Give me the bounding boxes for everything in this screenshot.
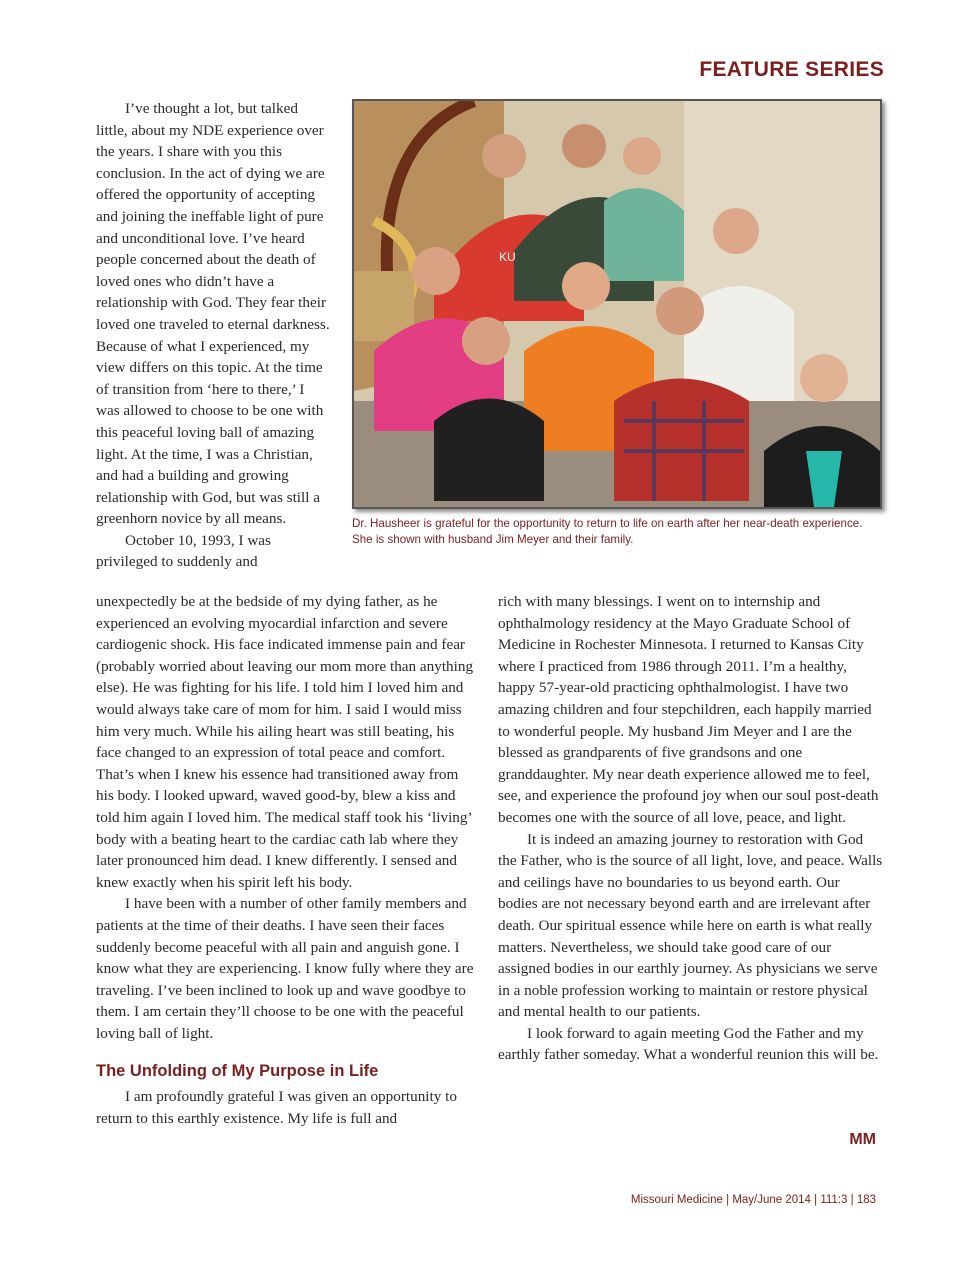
feature-series-label: FEATURE SERIES (699, 58, 884, 81)
paragraph-father-continued: unexpectedly be at the bedside of my dying father, as he experienced an evolving myocardial infarction and severe cardiogenic shock. His face indicated immense pain and fear (probably worried about leaving our mom more than anything else). He was fighting for his life. I told him I loved him and would always take care of mom for him. I said I would miss him very much. While his ailing heart was still beating, his face changed to an expression of total peace and comfort. That’s when I knew his essence had transitioned away from his body. I looked upward, waved good-by, blew a kiss and told him again I loved him. The medical staff took his ‘living’ body with a beating heart to the cardiac cath lab where they later pronounced him dead. I knew differently. I sensed and knew exactly when his spirit left his body. (96, 593, 474, 891)
paragraph-other-deaths: I have been with a number of other family members and patients at the time of their deaths. I have seen their faces suddenly become peaceful with all pain and anguish gone. I know what they are experiencing. I know fully where they are traveling. I’ve been inclined to look up and wave goodbye to them. I am certain they’ll choose to be one with the peaceful loving ball of light. (96, 895, 474, 1042)
footer-volume: 111:3 (820, 1194, 848, 1206)
paragraph-father-start: October 10, 1993, I was privileged to suddenly and (96, 531, 271, 571)
paragraph-grateful: I am profoundly grateful I was given an opportunity to return to this earthly existence. My life is full and (96, 1088, 457, 1127)
paragraph-reunion: I look forward to again meeting God the Father and my earthly father someday. What a wonderful reunion this will be. (498, 1024, 879, 1064)
footer-separator: | (722, 1194, 733, 1206)
section-subheading: The Unfolding of My Purpose in Life (96, 1062, 379, 1081)
article-column-wrap (96, 98, 330, 573)
article-column-right (498, 591, 883, 1066)
paragraph-nde-conclusion: I’ve thought a lot, but talked little, about my NDE experience over the years. I share with you this conclusion. In the act of dying we are offered the opportunity of accepting and joining the ineffable light of pure and unconditional love. I’ve heard people concerned about the death of loved ones who didn’t have a relationship with God. They fear their loved one traveled to eternal darkness. Because of what I experienced, my view differs on this topic. At the time of transition from ‘here to there,’ I was allowed to choose to be one with this peaceful loving ball of amazing light. At the time, I was a Christian, and had a building and growing relationship with God, but was still a greenhorn novice by all means. (96, 100, 330, 528)
family-photo (352, 99, 882, 509)
photo-shirt-text: KU (499, 250, 516, 264)
footer-journal: Missouri Medicine (630, 1194, 723, 1206)
footer-issue-date: May/June 2014 (732, 1194, 811, 1206)
footer-separator: | (810, 1194, 821, 1206)
photo-caption: Dr. Hausheer is grateful for the opportunity to return to life on earth after her near-death experience. She is shown with husband Jim Meyer and their family. (352, 517, 863, 546)
paragraph-journey: It is indeed an amazing journey to restoration with God the Father, who is the source of all light, love, and peace. Walls and ceilings have no boundaries to us beyond earth. Our bodies are not necessary beyond earth and are irrelevant after death. Our spiritual essence while here on earth is what really matters. Nevertheless, we should take good care of our assigned bodies in our earthly journey. As physicians we serve in a noble profession working to maintain or restore physical and mental health to our patients. (498, 830, 883, 1021)
footer-separator: | (847, 1194, 857, 1206)
family-photo-illustration (354, 101, 880, 507)
page-footer (631, 1194, 876, 1206)
article-column-left (96, 591, 476, 1129)
paragraph-blessings-continued: rich with many blessings. I went on to internship and ophthalmology residency at the Mayo Graduate School of Medicine in Rochester Minnesota. I returned to Kansas City where I practiced from 1986 through 2011. I’m a healthy, happy 57-year-old practicing ophthalmologist. I have two amazing children and four stepchildren, each happily married to wonderful people. My husband Jim Meyer and I are the blessed as grandparents of five grandsons and one granddaughter. My near death experience allowed me to feel, see, and experience the profound joy when our soul post-death becomes one with the source of all love, peace, and light. (498, 593, 879, 826)
end-signoff-mark: MM (849, 1131, 876, 1148)
footer-page-number: 183 (856, 1194, 876, 1206)
